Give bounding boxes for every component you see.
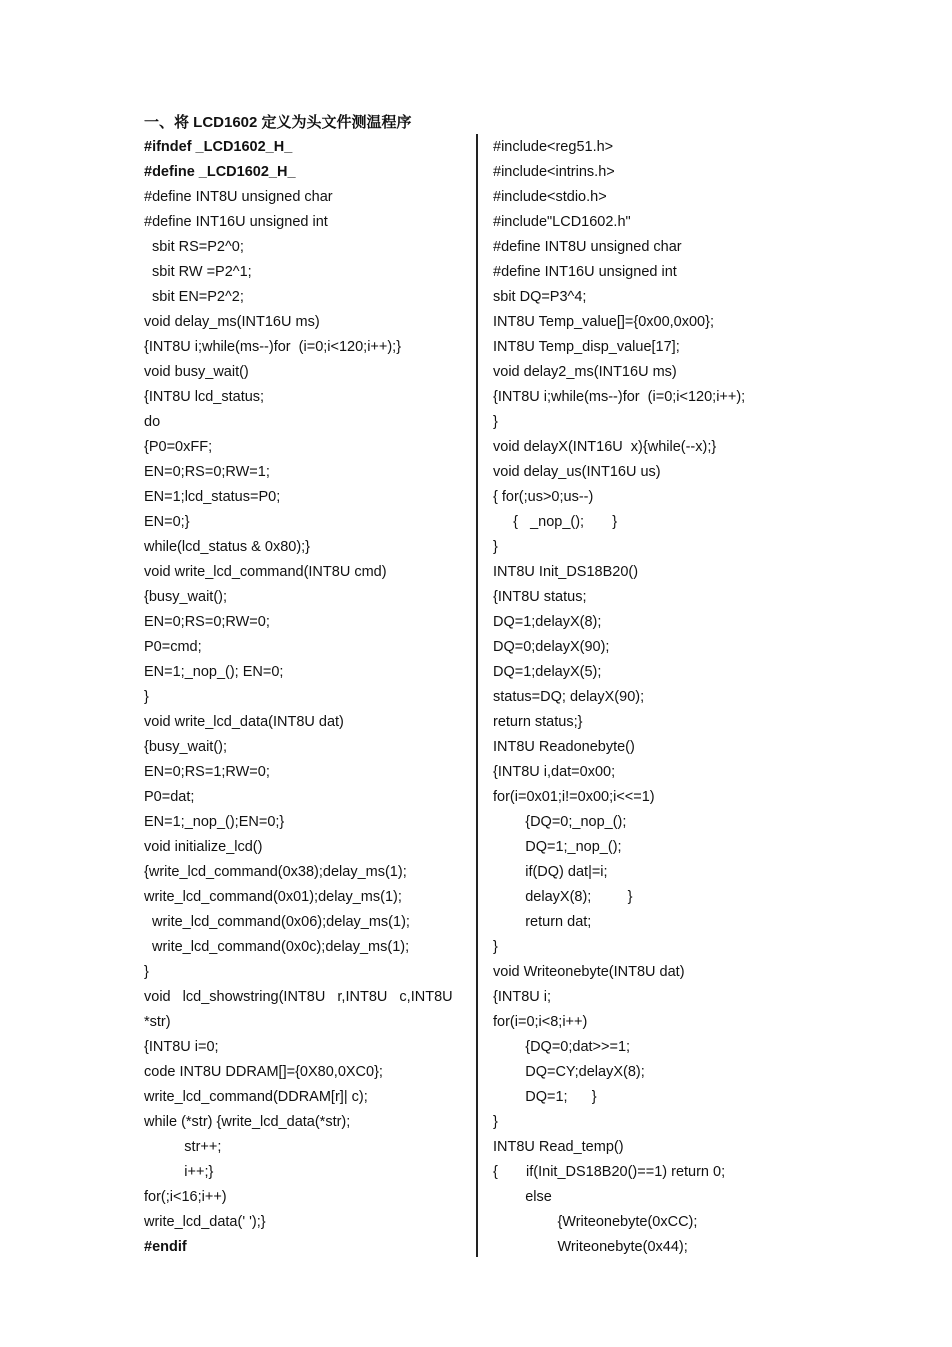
code-line: #include<stdio.h> xyxy=(493,189,607,205)
code-line: sbit RW =P2^1; xyxy=(144,264,252,280)
code-line: INT8U Temp_disp_value[17]; xyxy=(493,339,680,355)
code-line: { for(;us>0;us--) xyxy=(493,489,594,505)
code-line: str++; xyxy=(144,1139,222,1155)
code-line: } xyxy=(144,689,149,705)
code-line: #include<reg51.h> xyxy=(493,139,614,155)
code-line: void delayX(INT16U x){while(--x);} xyxy=(493,439,717,455)
code-line: INT8U Readonebyte() xyxy=(493,739,635,755)
code-line: void lcd_showstring(INT8U r,INT8U c,INT8U xyxy=(144,989,453,1005)
code-line: #define INT16U unsigned int xyxy=(144,214,328,230)
page-title: 一、将 LCD1602 定义为头文件测温程序 xyxy=(144,114,412,131)
code-line: P0=dat; xyxy=(144,789,195,805)
code-line: else xyxy=(493,1189,552,1205)
code-line: void initialize_lcd() xyxy=(144,839,263,855)
code-line: #define INT8U unsigned char xyxy=(144,189,333,205)
code-line: sbit DQ=P3^4; xyxy=(493,289,587,305)
code-line: Writeonebyte(0x44); xyxy=(493,1239,688,1255)
code-line: void delay2_ms(INT16U ms) xyxy=(493,364,677,380)
code-line: write_lcd_command(0x0c);delay_ms(1); xyxy=(144,939,410,955)
code-line: for(i=0x01;i!=0x00;i<<=1) xyxy=(493,789,655,805)
code-line: void write_lcd_command(INT8U cmd) xyxy=(144,564,387,580)
code-line: while (*str) {write_lcd_data(*str); xyxy=(144,1114,351,1130)
code-line: DQ=1; } xyxy=(493,1089,597,1105)
code-line: delayX(8); } xyxy=(493,889,633,905)
code-line: *str) xyxy=(144,1014,171,1030)
code-line: code INT8U DDRAM[]={0X80,0XC0}; xyxy=(144,1064,383,1080)
code-line: write_lcd_command(0x01);delay_ms(1); xyxy=(144,889,402,905)
code-line: {INT8U lcd_status; xyxy=(144,389,265,405)
code-line: P0=cmd; xyxy=(144,639,202,655)
code-line: { _nop_(); } xyxy=(493,514,618,530)
code-line: {INT8U i;while(ms--)for (i=0;i<120;i++);} xyxy=(144,339,402,355)
header-file-code-column xyxy=(144,135,469,1260)
code-line: while(lcd_status & 0x80);} xyxy=(144,539,311,555)
code-line: {DQ=0;dat>>=1; xyxy=(493,1039,631,1055)
code-line: EN=1;lcd_status=P0; xyxy=(144,489,281,505)
code-line: } xyxy=(493,414,498,430)
code-line: {P0=0xFF; xyxy=(144,439,213,455)
code-line: #include<intrins.h> xyxy=(493,164,615,180)
code-line: {DQ=0;_nop_(); xyxy=(493,814,627,830)
code-line: sbit EN=P2^2; xyxy=(144,289,244,305)
code-line: {INT8U i,dat=0x00; xyxy=(493,764,616,780)
column-divider xyxy=(476,134,478,1257)
code-line: DQ=1;delayX(8); xyxy=(493,614,602,630)
code-line: {busy_wait(); xyxy=(144,739,228,755)
code-line: DQ=1;delayX(5); xyxy=(493,664,602,680)
code-line: void busy_wait() xyxy=(144,364,249,380)
code-line: void delay_us(INT16U us) xyxy=(493,464,661,480)
code-line: } xyxy=(493,939,498,955)
code-line: EN=0;RS=0;RW=1; xyxy=(144,464,270,480)
code-line: {INT8U i;while(ms--)for (i=0;i<120;i++); xyxy=(493,389,746,405)
code-line: {busy_wait(); xyxy=(144,589,228,605)
code-line: do xyxy=(144,414,161,430)
code-line: DQ=1;_nop_(); xyxy=(493,839,622,855)
code-line: } xyxy=(144,964,149,980)
code-line: {Writeonebyte(0xCC); xyxy=(493,1214,698,1230)
code-line: return status;} xyxy=(493,714,583,730)
code-line: DQ=CY;delayX(8); xyxy=(493,1064,645,1080)
code-line: {INT8U status; xyxy=(493,589,587,605)
code-line: #define INT16U unsigned int xyxy=(493,264,677,280)
code-line: for(;i<16;i++) xyxy=(144,1189,227,1205)
code-line: EN=1;_nop_(); EN=0; xyxy=(144,664,284,680)
code-line: } xyxy=(493,539,498,555)
code-line: INT8U Temp_value[]={0x00,0x00}; xyxy=(493,314,714,330)
code-line: write_lcd_data(' ');} xyxy=(144,1214,266,1230)
code-line: #define _LCD1602_H_ xyxy=(144,164,296,180)
code-line: i++;} xyxy=(144,1164,214,1180)
code-line: EN=0;RS=1;RW=0; xyxy=(144,764,270,780)
code-line: void delay_ms(INT16U ms) xyxy=(144,314,320,330)
code-line: write_lcd_command(0x06);delay_ms(1); xyxy=(144,914,410,930)
code-line: EN=1;_nop_();EN=0;} xyxy=(144,814,285,830)
code-line: {INT8U i; xyxy=(493,989,552,1005)
code-line: #endif xyxy=(144,1239,187,1255)
code-line: INT8U Read_temp() xyxy=(493,1139,624,1155)
code-line: #include"LCD1602.h" xyxy=(493,214,631,230)
code-line: } xyxy=(493,1114,498,1130)
code-line: EN=0;} xyxy=(144,514,190,530)
code-line: void Writeonebyte(INT8U dat) xyxy=(493,964,685,980)
code-line: {write_lcd_command(0x38);delay_ms(1); xyxy=(144,864,407,880)
code-line: return dat; xyxy=(493,914,592,930)
code-line: { if(Init_DS18B20()==1) return 0; xyxy=(493,1164,726,1180)
code-line: DQ=0;delayX(90); xyxy=(493,639,610,655)
code-line: if(DQ) dat|=i; xyxy=(493,864,608,880)
code-line: status=DQ; delayX(90); xyxy=(493,689,645,705)
code-line: #define INT8U unsigned char xyxy=(493,239,682,255)
main-program-code-column xyxy=(493,135,913,1260)
code-line: void write_lcd_data(INT8U dat) xyxy=(144,714,344,730)
code-line: {INT8U i=0; xyxy=(144,1039,219,1055)
code-line: sbit RS=P2^0; xyxy=(144,239,244,255)
code-line: #ifndef _LCD1602_H_ xyxy=(144,139,293,155)
code-line: for(i=0;i<8;i++) xyxy=(493,1014,588,1030)
code-line: INT8U Init_DS18B20() xyxy=(493,564,639,580)
code-line: EN=0;RS=0;RW=0; xyxy=(144,614,270,630)
code-line: write_lcd_command(DDRAM[r]| c); xyxy=(144,1089,368,1105)
